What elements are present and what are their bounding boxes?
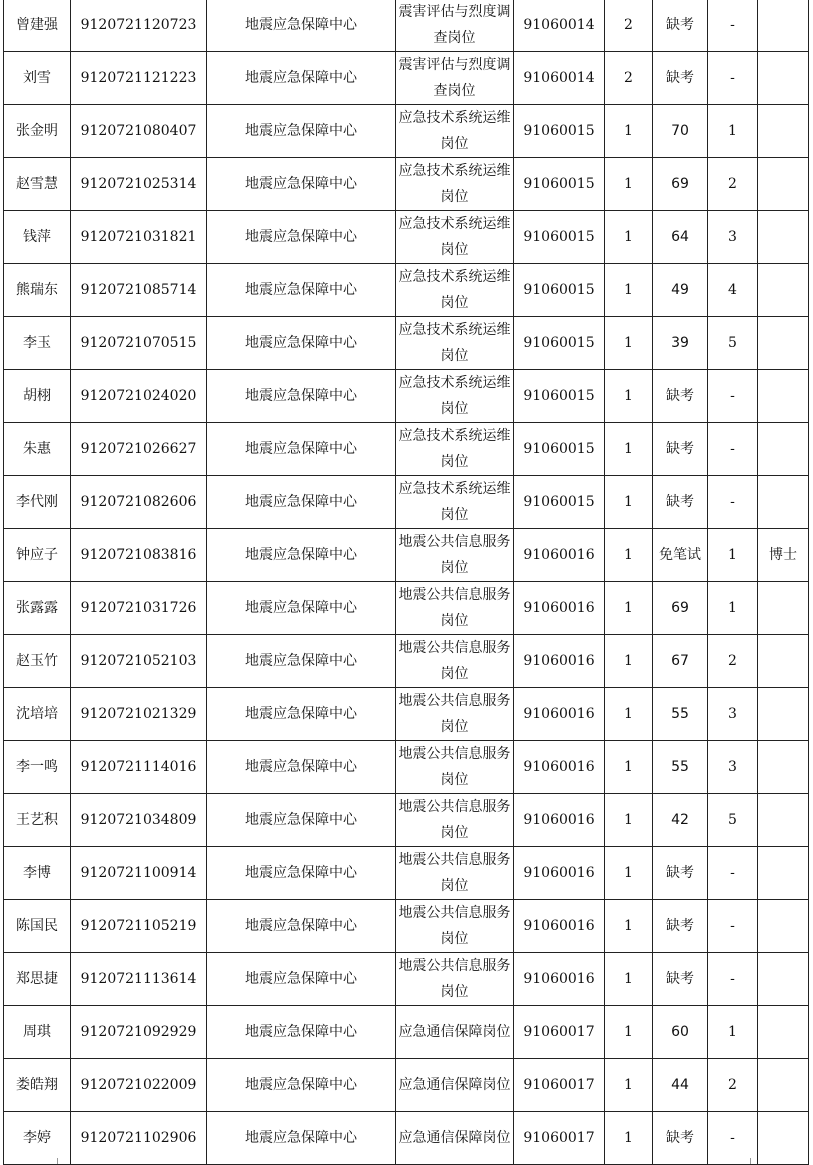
cell-rank: 3 xyxy=(708,211,758,264)
cell-dept: 地震应急保障中心 xyxy=(207,211,396,264)
cell-post: 应急通信保障岗位 xyxy=(396,1006,514,1059)
cell-code: 91060016 xyxy=(514,847,605,900)
cell-dept: 地震应急保障中心 xyxy=(207,423,396,476)
cell-code: 91060016 xyxy=(514,635,605,688)
cell-note xyxy=(758,741,809,794)
cell-dept: 地震应急保障中心 xyxy=(207,52,396,105)
cell-post: 地震公共信息服务岗位 xyxy=(396,688,514,741)
cell-num: 1 xyxy=(605,317,653,370)
cell-code: 91060015 xyxy=(514,370,605,423)
cell-name: 朱惠 xyxy=(4,423,71,476)
cell-dept: 地震应急保障中心 xyxy=(207,264,396,317)
cell-id: 9120721121223 xyxy=(71,52,207,105)
cell-code: 91060016 xyxy=(514,688,605,741)
cell-code: 91060016 xyxy=(514,529,605,582)
cell-post: 地震公共信息服务岗位 xyxy=(396,582,514,635)
cell-num: 2 xyxy=(605,52,653,105)
cell-code: 91060016 xyxy=(514,900,605,953)
cell-id: 9120721021329 xyxy=(71,688,207,741)
cell-rank: - xyxy=(708,847,758,900)
cell-dept: 地震应急保障中心 xyxy=(207,741,396,794)
cell-dept: 地震应急保障中心 xyxy=(207,105,396,158)
cell-dept: 地震应急保障中心 xyxy=(207,847,396,900)
results-table xyxy=(3,0,809,1165)
table-row xyxy=(4,794,809,847)
cell-id: 9120721085714 xyxy=(71,264,207,317)
cell-num: 1 xyxy=(605,1006,653,1059)
table-row xyxy=(4,900,809,953)
cell-note xyxy=(758,582,809,635)
cell-id: 9120721031821 xyxy=(71,211,207,264)
cell-num: 1 xyxy=(605,847,653,900)
cell-note xyxy=(758,105,809,158)
page-edge-mark xyxy=(750,1158,751,1164)
cell-post: 应急技术系统运维岗位 xyxy=(396,423,514,476)
cell-post: 震害评估与烈度调查岗位 xyxy=(396,0,514,52)
cell-name: 郑思捷 xyxy=(4,953,71,1006)
cell-dept: 地震应急保障中心 xyxy=(207,794,396,847)
cell-dept: 地震应急保障中心 xyxy=(207,370,396,423)
cell-id: 9120721092929 xyxy=(71,1006,207,1059)
cell-score: 免笔试 xyxy=(653,529,708,582)
cell-rank: 2 xyxy=(708,635,758,688)
cell-num: 1 xyxy=(605,582,653,635)
cell-name: 钱萍 xyxy=(4,211,71,264)
cell-score: 缺考 xyxy=(653,370,708,423)
cell-num: 1 xyxy=(605,1059,653,1112)
cell-name: 胡栩 xyxy=(4,370,71,423)
cell-num: 1 xyxy=(605,211,653,264)
cell-code: 91060016 xyxy=(514,582,605,635)
cell-code: 91060017 xyxy=(514,1006,605,1059)
table-row xyxy=(4,105,809,158)
cell-score: 缺考 xyxy=(653,1112,708,1165)
cell-name: 赵玉竹 xyxy=(4,635,71,688)
cell-post: 应急技术系统运维岗位 xyxy=(396,158,514,211)
cell-num: 1 xyxy=(605,529,653,582)
cell-name: 陈国民 xyxy=(4,900,71,953)
cell-code: 91060015 xyxy=(514,476,605,529)
cell-post: 应急技术系统运维岗位 xyxy=(396,105,514,158)
cell-dept: 地震应急保障中心 xyxy=(207,1112,396,1165)
cell-post: 应急技术系统运维岗位 xyxy=(396,370,514,423)
cell-id: 9120721080407 xyxy=(71,105,207,158)
cell-name: 曾建强 xyxy=(4,0,71,52)
cell-id: 9120721113614 xyxy=(71,953,207,1006)
cell-post: 应急技术系统运维岗位 xyxy=(396,264,514,317)
cell-note xyxy=(758,52,809,105)
cell-post: 震害评估与烈度调查岗位 xyxy=(396,52,514,105)
cell-code: 91060016 xyxy=(514,794,605,847)
cell-score: 缺考 xyxy=(653,52,708,105)
cell-id: 9120721022009 xyxy=(71,1059,207,1112)
cell-id: 9120721100914 xyxy=(71,847,207,900)
cell-score: 39 xyxy=(653,317,708,370)
cell-post: 应急技术系统运维岗位 xyxy=(396,317,514,370)
cell-score: 49 xyxy=(653,264,708,317)
cell-score: 69 xyxy=(653,582,708,635)
cell-id: 9120721105219 xyxy=(71,900,207,953)
cell-code: 91060016 xyxy=(514,953,605,1006)
cell-rank: - xyxy=(708,953,758,1006)
cell-score: 64 xyxy=(653,211,708,264)
cell-post: 应急通信保障岗位 xyxy=(396,1059,514,1112)
cell-num: 1 xyxy=(605,105,653,158)
cell-rank: 3 xyxy=(708,741,758,794)
cell-score: 42 xyxy=(653,794,708,847)
cell-id: 9120721082606 xyxy=(71,476,207,529)
cell-score: 69 xyxy=(653,158,708,211)
cell-dept: 地震应急保障中心 xyxy=(207,635,396,688)
cell-dept: 地震应急保障中心 xyxy=(207,900,396,953)
table-row xyxy=(4,52,809,105)
cell-note xyxy=(758,370,809,423)
cell-id: 9120721114016 xyxy=(71,741,207,794)
cell-dept: 地震应急保障中心 xyxy=(207,317,396,370)
table-row xyxy=(4,1059,809,1112)
cell-rank: - xyxy=(708,423,758,476)
cell-name: 张露露 xyxy=(4,582,71,635)
cell-name: 李玉 xyxy=(4,317,71,370)
cell-id: 9120721052103 xyxy=(71,635,207,688)
cell-post: 地震公共信息服务岗位 xyxy=(396,635,514,688)
cell-code: 91060015 xyxy=(514,211,605,264)
cell-id: 9120721031726 xyxy=(71,582,207,635)
cell-num: 1 xyxy=(605,370,653,423)
cell-id: 9120721120723 xyxy=(71,0,207,52)
cell-num: 1 xyxy=(605,688,653,741)
cell-id: 9120721102906 xyxy=(71,1112,207,1165)
table-row xyxy=(4,1006,809,1059)
cell-post: 地震公共信息服务岗位 xyxy=(396,953,514,1006)
cell-dept: 地震应急保障中心 xyxy=(207,1006,396,1059)
table-row xyxy=(4,953,809,1006)
cell-post: 地震公共信息服务岗位 xyxy=(396,847,514,900)
cell-score: 缺考 xyxy=(653,423,708,476)
cell-rank: 1 xyxy=(708,105,758,158)
cell-score: 缺考 xyxy=(653,953,708,1006)
cell-post: 地震公共信息服务岗位 xyxy=(396,529,514,582)
cell-dept: 地震应急保障中心 xyxy=(207,688,396,741)
table-row xyxy=(4,582,809,635)
cell-score: 70 xyxy=(653,105,708,158)
cell-code: 91060014 xyxy=(514,0,605,52)
cell-name: 李一鸣 xyxy=(4,741,71,794)
cell-dept: 地震应急保障中心 xyxy=(207,1059,396,1112)
cell-score: 67 xyxy=(653,635,708,688)
cell-code: 91060015 xyxy=(514,158,605,211)
cell-post: 地震公共信息服务岗位 xyxy=(396,900,514,953)
cell-rank: - xyxy=(708,370,758,423)
cell-name: 钟应子 xyxy=(4,529,71,582)
cell-rank: 2 xyxy=(708,1059,758,1112)
table-row xyxy=(4,1112,809,1165)
cell-rank: 5 xyxy=(708,317,758,370)
cell-rank: - xyxy=(708,1112,758,1165)
cell-id: 9120721083816 xyxy=(71,529,207,582)
cell-note xyxy=(758,900,809,953)
table-row xyxy=(4,847,809,900)
cell-code: 91060017 xyxy=(514,1059,605,1112)
cell-note xyxy=(758,1059,809,1112)
table-row xyxy=(4,370,809,423)
cell-name: 王艺积 xyxy=(4,794,71,847)
cell-note xyxy=(758,423,809,476)
cell-code: 91060015 xyxy=(514,317,605,370)
cell-rank: 5 xyxy=(708,794,758,847)
cell-note xyxy=(758,794,809,847)
cell-score: 44 xyxy=(653,1059,708,1112)
cell-name: 娄皓翔 xyxy=(4,1059,71,1112)
cell-dept: 地震应急保障中心 xyxy=(207,0,396,52)
cell-name: 刘雪 xyxy=(4,52,71,105)
cell-id: 9120721025314 xyxy=(71,158,207,211)
cell-post: 地震公共信息服务岗位 xyxy=(396,741,514,794)
cell-post: 应急技术系统运维岗位 xyxy=(396,211,514,264)
cell-rank: 3 xyxy=(708,688,758,741)
cell-post: 应急技术系统运维岗位 xyxy=(396,476,514,529)
table-row xyxy=(4,264,809,317)
cell-rank: 4 xyxy=(708,264,758,317)
cell-note xyxy=(758,158,809,211)
cell-note xyxy=(758,1112,809,1165)
cell-code: 91060015 xyxy=(514,264,605,317)
cell-note xyxy=(758,635,809,688)
cell-num: 1 xyxy=(605,741,653,794)
cell-name: 李代刚 xyxy=(4,476,71,529)
cell-rank: 2 xyxy=(708,158,758,211)
cell-dept: 地震应急保障中心 xyxy=(207,953,396,1006)
cell-score: 缺考 xyxy=(653,847,708,900)
cell-name: 李婷 xyxy=(4,1112,71,1165)
cell-rank: - xyxy=(708,476,758,529)
cell-num: 2 xyxy=(605,0,653,52)
cell-name: 赵雪慧 xyxy=(4,158,71,211)
cell-dept: 地震应急保障中心 xyxy=(207,582,396,635)
table-row xyxy=(4,688,809,741)
cell-code: 91060017 xyxy=(514,1112,605,1165)
cell-name: 周琪 xyxy=(4,1006,71,1059)
cell-note xyxy=(758,211,809,264)
cell-id: 9120721034809 xyxy=(71,794,207,847)
cell-note xyxy=(758,847,809,900)
cell-num: 1 xyxy=(605,794,653,847)
table-row xyxy=(4,158,809,211)
cell-note xyxy=(758,476,809,529)
cell-num: 1 xyxy=(605,953,653,1006)
cell-score: 55 xyxy=(653,688,708,741)
page-edge-mark xyxy=(57,1158,58,1164)
cell-num: 1 xyxy=(605,476,653,529)
cell-name: 沈培培 xyxy=(4,688,71,741)
table-row xyxy=(4,476,809,529)
table-row xyxy=(4,0,809,52)
cell-dept: 地震应急保障中心 xyxy=(207,476,396,529)
cell-name: 张金明 xyxy=(4,105,71,158)
cell-rank: 1 xyxy=(708,582,758,635)
cell-rank: - xyxy=(708,52,758,105)
table-row xyxy=(4,635,809,688)
cell-code: 91060015 xyxy=(514,423,605,476)
cell-note xyxy=(758,688,809,741)
cell-note: 博士 xyxy=(758,529,809,582)
table-row xyxy=(4,317,809,370)
cell-note xyxy=(758,0,809,52)
cell-rank: 1 xyxy=(708,529,758,582)
cell-code: 91060016 xyxy=(514,741,605,794)
cell-id: 9120721026627 xyxy=(71,423,207,476)
cell-num: 1 xyxy=(605,158,653,211)
results-table-body xyxy=(4,0,809,1165)
cell-score: 缺考 xyxy=(653,900,708,953)
cell-rank: 1 xyxy=(708,1006,758,1059)
cell-score: 60 xyxy=(653,1006,708,1059)
table-row xyxy=(4,211,809,264)
cell-rank: - xyxy=(708,0,758,52)
table-row xyxy=(4,423,809,476)
cell-name: 熊瑞东 xyxy=(4,264,71,317)
cell-post: 应急通信保障岗位 xyxy=(396,1112,514,1165)
table-row xyxy=(4,741,809,794)
cell-post: 地震公共信息服务岗位 xyxy=(396,794,514,847)
cell-num: 1 xyxy=(605,264,653,317)
cell-num: 1 xyxy=(605,1112,653,1165)
cell-note xyxy=(758,953,809,1006)
cell-score: 55 xyxy=(653,741,708,794)
cell-score: 缺考 xyxy=(653,0,708,52)
cell-dept: 地震应急保障中心 xyxy=(207,158,396,211)
cell-score: 缺考 xyxy=(653,476,708,529)
cell-id: 9120721070515 xyxy=(71,317,207,370)
cell-rank: - xyxy=(708,900,758,953)
cell-note xyxy=(758,264,809,317)
cell-name: 李博 xyxy=(4,847,71,900)
cell-dept: 地震应急保障中心 xyxy=(207,529,396,582)
cell-num: 1 xyxy=(605,635,653,688)
cell-id: 9120721024020 xyxy=(71,370,207,423)
cell-num: 1 xyxy=(605,423,653,476)
table-row xyxy=(4,529,809,582)
cell-code: 91060015 xyxy=(514,105,605,158)
cell-num: 1 xyxy=(605,900,653,953)
cell-code: 91060014 xyxy=(514,52,605,105)
cell-note xyxy=(758,317,809,370)
cell-note xyxy=(758,1006,809,1059)
